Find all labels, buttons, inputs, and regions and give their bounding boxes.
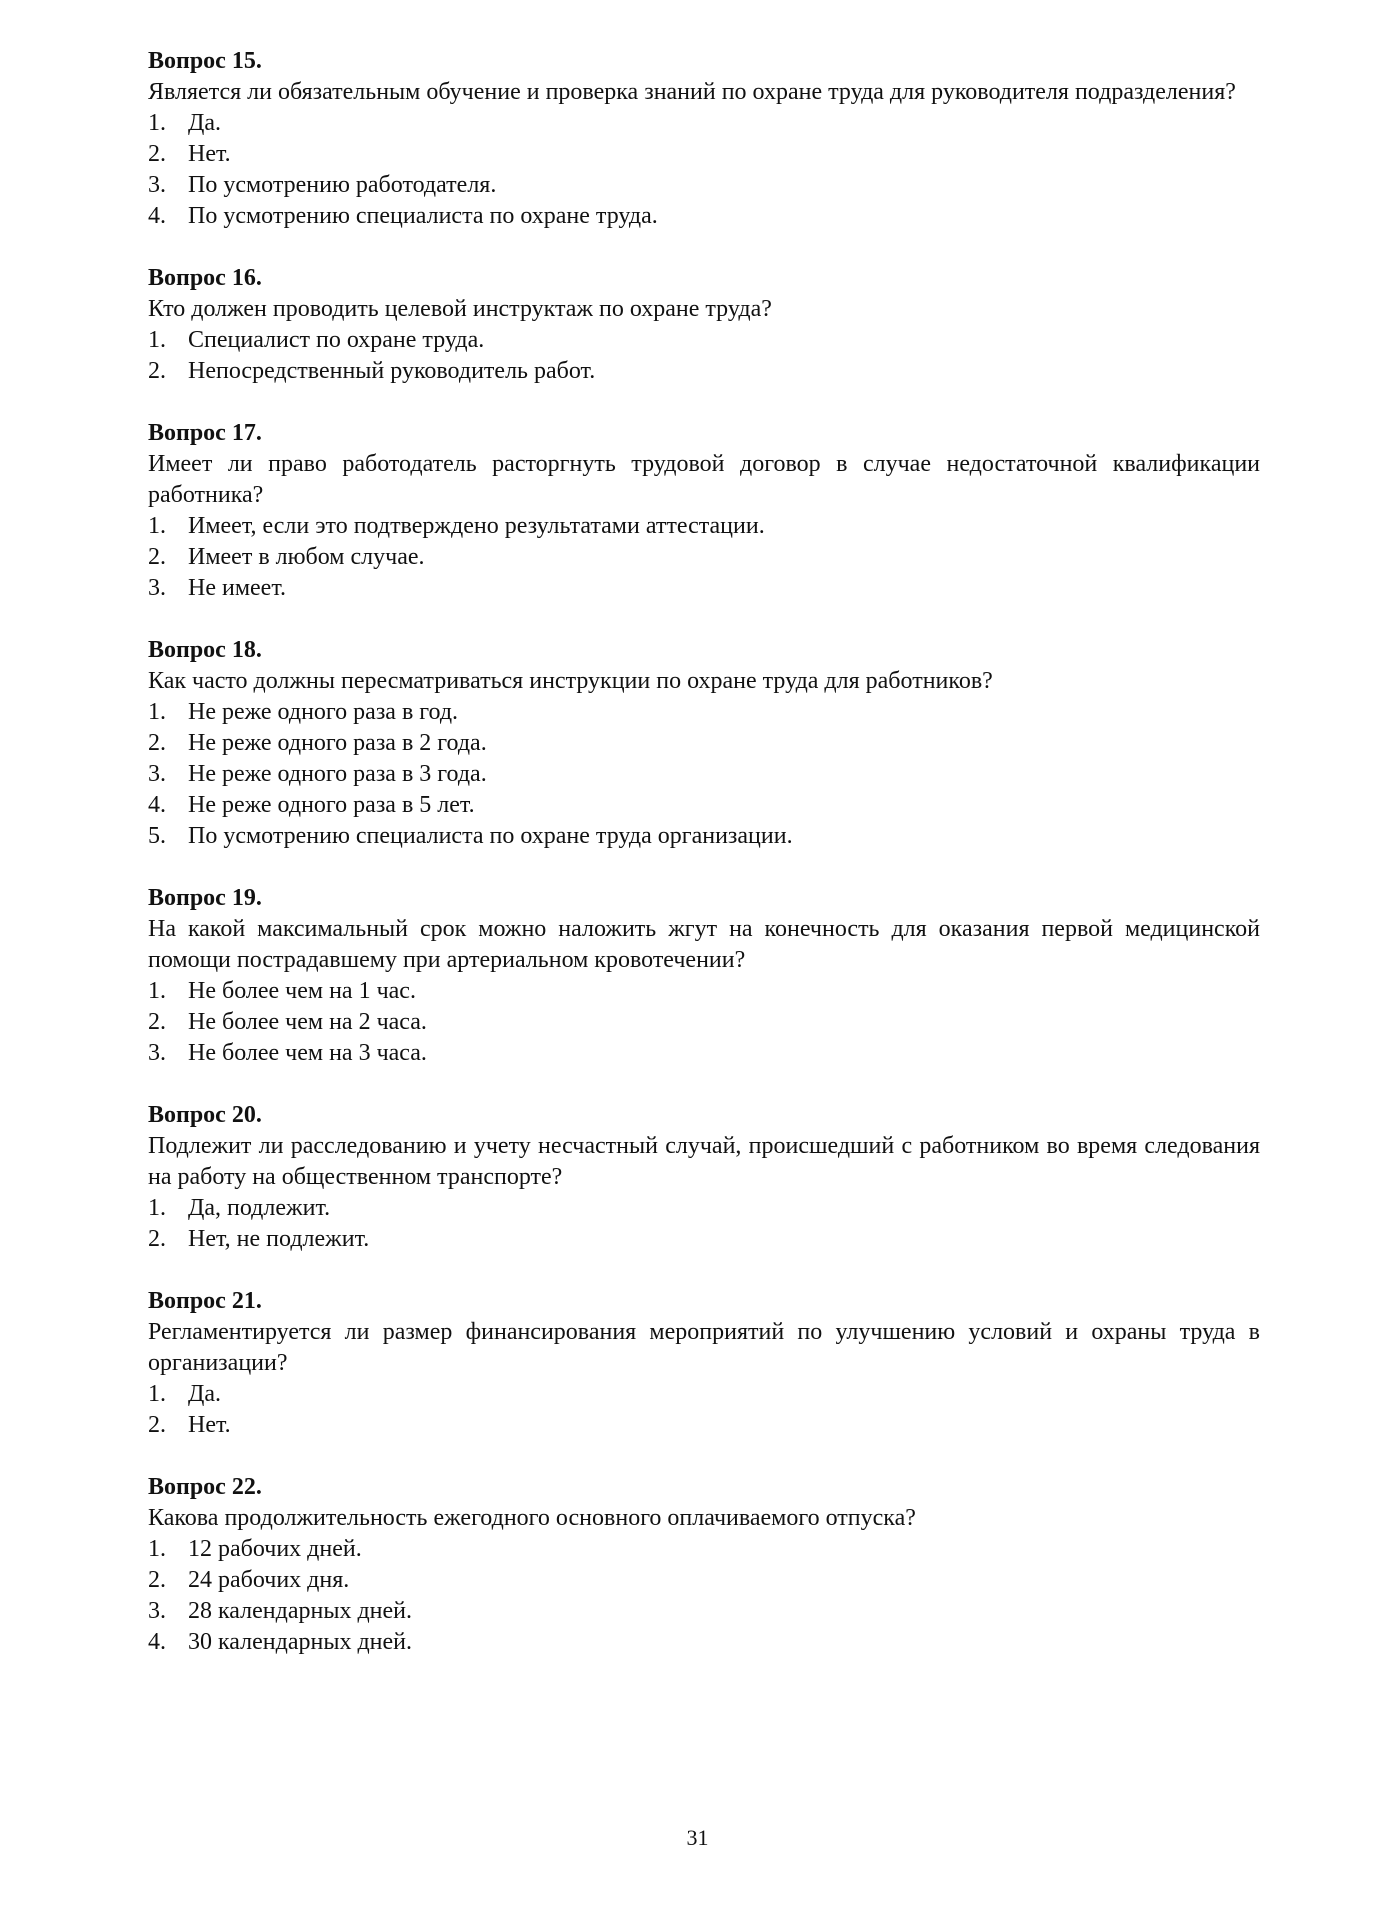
question-heading: Вопрос 18. — [148, 637, 262, 663]
answer-number: 3. — [148, 575, 166, 601]
question-text: Является ли обязательным обучение и проверка знаний по охране труда для руководителя подразделения? — [148, 79, 1236, 105]
answer-number: 1. — [148, 1536, 166, 1562]
answer-number: 4. — [148, 792, 166, 818]
question-block-18 — [148, 635, 1260, 852]
answer-number: 2. — [148, 358, 166, 384]
answer-number: 1. — [148, 978, 166, 1004]
answer-item — [148, 728, 1260, 759]
answer-item — [148, 511, 1260, 542]
answer-number: 2. — [148, 730, 166, 756]
answer-item — [148, 201, 1260, 232]
answer-item — [148, 759, 1260, 790]
question-block-20 — [148, 1100, 1260, 1255]
answer-item — [148, 356, 1260, 387]
answer-number: 1. — [148, 1381, 166, 1407]
answer-item — [148, 325, 1260, 356]
question-heading: Вопрос 22. — [148, 1474, 262, 1500]
answer-text: Специалист по охране труда. — [188, 327, 485, 353]
answer-item — [148, 108, 1260, 139]
page-number: 31 — [686, 1825, 709, 1850]
question-block-21 — [148, 1286, 1260, 1441]
answer-item — [148, 790, 1260, 821]
answer-text: Не более чем на 3 часа. — [188, 1040, 427, 1066]
question-heading: Вопрос 17. — [148, 420, 262, 446]
answer-text: Не более чем на 2 часа. — [188, 1009, 427, 1035]
answer-text: Не более чем на 1 час. — [188, 978, 416, 1004]
answer-number: 5. — [148, 823, 166, 849]
answer-text: Да. — [188, 1381, 222, 1407]
answer-number: 3. — [148, 761, 166, 787]
answer-text: Нет. — [188, 141, 231, 167]
answer-text: 24 рабочих дня. — [188, 1567, 350, 1593]
question-text: Имеет ли право работодатель расторгнуть трудовой договор в случае недостаточной квалификации работника? — [148, 451, 1260, 508]
answer-number: 2. — [148, 141, 166, 167]
answer-number: 4. — [148, 1629, 166, 1655]
answer-text: Не реже одного раза в 5 лет. — [188, 792, 475, 818]
answer-item — [148, 697, 1260, 728]
answer-text: 12 рабочих дней. — [188, 1536, 362, 1562]
answer-item — [148, 1596, 1260, 1627]
answer-list — [148, 697, 1260, 852]
answer-text: Имеет в любом случае. — [188, 544, 425, 570]
answer-list — [148, 325, 1260, 387]
answer-list — [148, 1534, 1260, 1658]
question-block-19 — [148, 883, 1260, 1069]
answer-item — [148, 1534, 1260, 1565]
question-heading: Вопрос 21. — [148, 1288, 262, 1314]
answer-number: 1. — [148, 1195, 166, 1221]
answer-number: 2. — [148, 1226, 166, 1252]
answer-item — [148, 1193, 1260, 1224]
answer-item — [148, 1379, 1260, 1410]
question-heading: Вопрос 15. — [148, 48, 262, 74]
answer-number: 1. — [148, 327, 166, 353]
question-block-16 — [148, 263, 1260, 387]
answer-number: 3. — [148, 1040, 166, 1066]
question-text: Регламентируется ли размер финансирования мероприятий по улучшению условий и охраны труда в организации? — [148, 1319, 1260, 1376]
answer-text: 30 календарных дней. — [188, 1629, 413, 1655]
question-block-15 — [148, 46, 1260, 232]
answer-item — [148, 542, 1260, 573]
answer-number: 3. — [148, 1598, 166, 1624]
answer-number: 3. — [148, 172, 166, 198]
answer-item — [148, 170, 1260, 201]
answer-text: Да, подлежит. — [188, 1195, 331, 1221]
answer-number: 2. — [148, 1412, 166, 1438]
answer-text: Не реже одного раза в год. — [188, 699, 459, 725]
answer-list — [148, 1193, 1260, 1255]
answer-item — [148, 139, 1260, 170]
answer-text: По усмотрению работодателя. — [188, 172, 497, 198]
answer-list — [148, 108, 1260, 232]
answer-text: 28 календарных дней. — [188, 1598, 413, 1624]
answer-text: Не реже одного раза в 2 года. — [188, 730, 487, 756]
answer-item — [148, 573, 1260, 604]
answer-number: 1. — [148, 699, 166, 725]
answer-item — [148, 1007, 1260, 1038]
question-text: Какова продолжительность ежегодного основного оплачиваемого отпуска? — [148, 1505, 916, 1531]
answer-text: Нет, не подлежит. — [188, 1226, 370, 1252]
answer-item — [148, 821, 1260, 852]
answer-text: По усмотрению специалиста по охране труда организации. — [188, 823, 793, 849]
question-heading: Вопрос 19. — [148, 885, 262, 911]
answer-item — [148, 1038, 1260, 1069]
answer-item — [148, 1224, 1260, 1255]
answer-number: 2. — [148, 1567, 166, 1593]
answer-number: 1. — [148, 110, 166, 136]
answer-text: Имеет, если это подтверждено результатами аттестации. — [188, 513, 765, 539]
answer-text: Да. — [188, 110, 222, 136]
answer-item — [148, 1565, 1260, 1596]
answer-number: 2. — [148, 1009, 166, 1035]
answer-item — [148, 1627, 1260, 1658]
question-heading: Вопрос 20. — [148, 1102, 262, 1128]
answer-list — [148, 511, 1260, 604]
question-text: Кто должен проводить целевой инструктаж по охране труда? — [148, 296, 772, 322]
answer-number: 1. — [148, 513, 166, 539]
question-heading: Вопрос 16. — [148, 265, 262, 291]
answer-list — [148, 976, 1260, 1069]
question-text: Подлежит ли расследованию и учету несчастный случай, происшедший с работником во время следования на работу на общественном транспорте? — [148, 1133, 1260, 1190]
answer-item — [148, 1410, 1260, 1441]
question-block-17 — [148, 418, 1260, 604]
answer-number: 2. — [148, 544, 166, 570]
answer-list — [148, 1379, 1260, 1441]
answer-text: Нет. — [188, 1412, 231, 1438]
answer-text: Не реже одного раза в 3 года. — [188, 761, 487, 787]
question-text: Как часто должны пересматриваться инструкции по охране труда для работников? — [148, 668, 993, 694]
answer-text: По усмотрению специалиста по охране труда. — [188, 203, 658, 229]
answer-text: Непосредственный руководитель работ. — [188, 358, 596, 384]
answer-item — [148, 976, 1260, 1007]
answer-text: Не имеет. — [188, 575, 287, 601]
question-text: На какой максимальный срок можно наложить жгут на конечность для оказания первой медицинской помощи пострадавшему при артериальном кровотечении? — [148, 916, 1260, 973]
question-block-22 — [148, 1472, 1260, 1658]
answer-number: 4. — [148, 203, 166, 229]
